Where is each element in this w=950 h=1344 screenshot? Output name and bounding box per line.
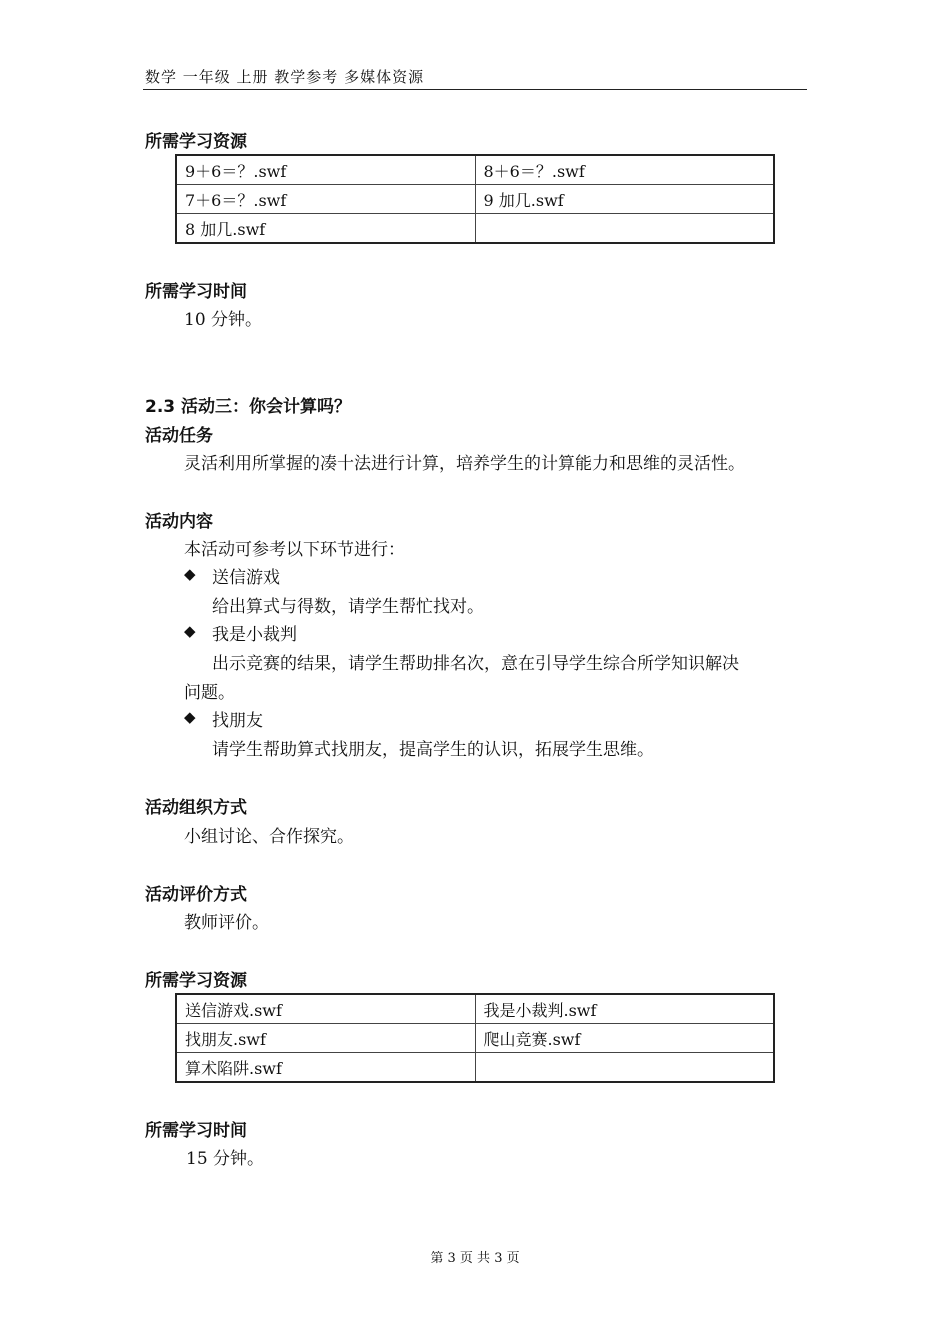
org-text: 小组讨论、合作探究。 <box>184 827 354 847</box>
content-heading: 活动内容 <box>145 512 213 532</box>
content-intro: 本活动可参考以下环节进行： <box>184 540 405 560</box>
item-desc-continued: 问题。 <box>184 683 235 703</box>
org-heading: 活动组织方式 <box>145 798 247 818</box>
table-cell: 9＋6＝？.swf <box>176 155 475 185</box>
eval-text: 教师评价。 <box>184 913 269 933</box>
table-row <box>176 1053 774 1083</box>
resources-heading: 所需学习资源 <box>145 971 247 991</box>
time-heading: 所需学习时间 <box>145 282 247 302</box>
table-cell: 算术陷阱.swf <box>176 1053 475 1083</box>
table-cell: 找朋友.swf <box>176 1024 475 1053</box>
table-cell <box>475 214 774 244</box>
page-header: 数学 一年级 上册 教学参考 多媒体资源 <box>145 68 425 86</box>
table-cell: 我是小裁判.swf <box>475 994 774 1024</box>
bullet-icon: ◆ <box>184 565 196 583</box>
resources-table <box>175 993 775 1083</box>
time-text: 15 分钟。 <box>186 1149 265 1169</box>
item-title: 送信游戏 <box>212 568 280 588</box>
table-cell: 7＋6＝？.swf <box>176 185 475 214</box>
section-title: 2.3 活动三：你会计算吗？ <box>145 397 352 417</box>
table-cell: 9 加几.swf <box>475 185 774 214</box>
resources-heading: 所需学习资源 <box>145 132 247 152</box>
table-cell: 送信游戏.swf <box>176 994 475 1024</box>
table-cell: 8 加几.swf <box>176 214 475 244</box>
table-row <box>176 185 774 214</box>
table-cell <box>475 1053 774 1083</box>
table-row <box>176 155 774 185</box>
bullet-icon: ◆ <box>184 622 196 640</box>
task-heading: 活动任务 <box>145 426 213 446</box>
table-cell: 爬山竞赛.swf <box>475 1024 774 1053</box>
table-row <box>176 214 774 244</box>
page-footer: 第 3 页 共 3 页 <box>430 1251 520 1266</box>
time-text: 10 分钟。 <box>184 310 263 330</box>
item-title: 我是小裁判 <box>212 625 297 645</box>
item-title: 找朋友 <box>212 711 263 731</box>
task-text: 灵活利用所掌握的凑十法进行计算，培养学生的计算能力和思维的灵活性。 <box>184 454 745 474</box>
item-desc: 出示竞赛的结果，请学生帮助排名次，意在引导学生综合所学知识解决 <box>212 654 739 674</box>
resources-table <box>175 154 775 244</box>
table-row <box>176 1024 774 1053</box>
item-desc: 给出算式与得数，请学生帮忙找对。 <box>212 597 484 617</box>
eval-heading: 活动评价方式 <box>145 885 247 905</box>
item-desc: 请学生帮助算式找朋友，提高学生的认识，拓展学生思维。 <box>212 740 654 760</box>
table-cell: 8＋6＝？.swf <box>475 155 774 185</box>
header-divider <box>143 89 807 90</box>
table-row <box>176 994 774 1024</box>
bullet-icon: ◆ <box>184 708 196 726</box>
time-heading: 所需学习时间 <box>145 1121 247 1141</box>
